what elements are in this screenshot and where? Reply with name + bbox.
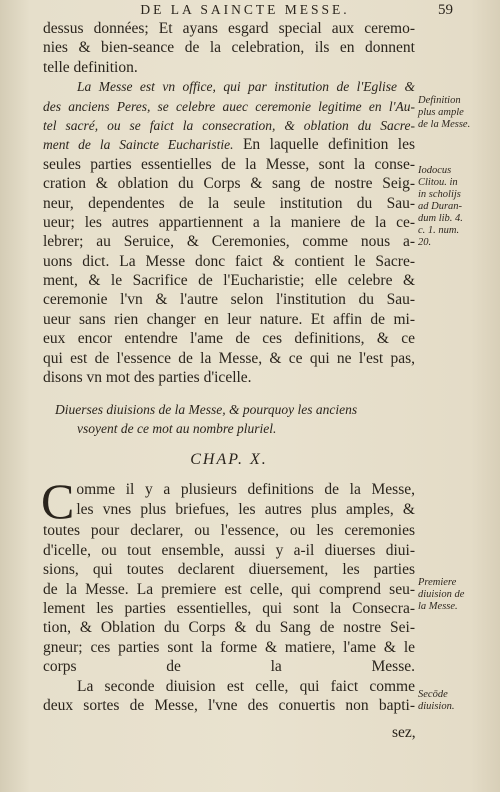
paragraph-seconde [43,677,415,716]
text-line: d'icelle, ou tout ensemble, aussi y a-il diuerses diui- [43,541,415,559]
text-line: ceremonie l'vn & l'autre selon l'institution du Sau- [43,291,415,309]
margin-note-line: Clitou. in [418,177,458,188]
text-line: lement les parties essentielles, qui sont la Consecra- [43,599,415,617]
text-line: tion, & Oblation du Corps & du Sang de nostre Sei- [43,619,415,637]
paragraph-chapter [41,473,415,676]
spacer [43,387,415,400]
text-line: des anciens Peres, se celebre auec ceremonie legitime en l'Au- [43,98,415,114]
margin-note-line: Premiere [418,577,457,588]
heading-line: Diuerses diuisions de la Messe, & pourquoy les anciens [55,402,358,418]
text-line: cration & oblation du Corps & sang de nostre Seig- [43,175,415,193]
text-line: dessus données; Et ayans esgard special aux ceremo- [43,20,415,37]
text-line: sions, qui toutes declarent diuersement, les parties [43,561,415,579]
text-line: La Messe est vn office, qui par institution de l'Eglise & [77,79,415,95]
chapter-title: CHAP. X. [190,451,268,469]
page-number: 59 [438,2,453,18]
text-line: les vnes plus briefues, les autres plus amples, & [76,500,415,518]
text-line: corps de la Messe. [43,658,415,676]
text-line: ueur sans rien changer en leur nature. Et affin de mi- [43,310,415,328]
text-line: disons vn mot des parties d'icelle. [43,369,252,387]
text-line: seules parties essentielles de la Messe, sont la conse- [43,155,415,173]
text-line: de la Messe. La premiere est celle, qui comprend seu- [43,580,415,598]
margin-note-line: Definition [418,95,461,106]
text-line: nies & bien-seance de la celebration, ils en donnent [43,39,415,57]
section-heading [43,400,415,438]
text-line: uons dict. La Messe donc faict & contient le Sacre- [43,252,415,270]
text-line: gneur; ces parties sont la forme & matiere, l'ame & le [43,638,415,656]
paragraph-opening [43,19,415,77]
text-line [43,135,415,154]
drop-cap: C [41,473,75,530]
catchword: sez, [392,724,416,741]
text-line: qui est de l'essence de la Messe, & ce qui ne l'est pas, [43,349,415,367]
text-line: omme il y a plusieurs definitions de la Messe, [76,481,415,499]
text-line: toutes pour declarer, ou l'essence, ou les ceremonies [43,522,415,540]
margin-note-seconde [418,689,500,713]
text-line: La seconde diuision est celle, qui faict comme [77,677,415,695]
margin-note-line: de la Messe. [418,119,471,130]
margin-note-line: 20. [418,237,432,248]
margin-note-line: Iodocus [418,165,452,176]
text-line: ueur; les autres appartiennent a la maniere de la ce- [43,213,415,231]
margin-note-iodocus [418,165,500,249]
text-line: eux encor entendre l'ame de ces definitions, & ce [43,330,415,348]
text-line-italic: ment de la Saincte Eucharistie. [43,137,234,153]
heading-line: vsoyent de ce mot au nombre pluriel. [77,421,277,437]
paragraph-definition [43,77,415,387]
margin-note-line: in scholijs [418,189,461,200]
main-text [43,19,415,715]
running-head: DE LA SAINCTE MESSE. [140,2,350,17]
text-line: tel sacré, ou se faict la consecration, & oblation du Sacre- [43,117,415,133]
text-line: deux sortes de Messe, l'vne des conuertis non bapti- [43,696,415,714]
margin-note-line: Secōde [418,689,448,700]
margin-note-line: ad Duran- [418,201,463,212]
text-line: telle definition. [43,58,138,76]
margin-note-line: la Messe. [418,601,458,612]
margin-note-definition [418,95,500,131]
text-line: neur, dependentes de la seule institution du Sau- [43,194,415,212]
margin-note-line: plus ample [418,107,464,118]
margin-note-line: diuision. [418,701,455,712]
text-line: ment, & le Sacrifice de l'Eucharistie; elle celebre & [43,272,415,290]
text-line-roman: En laquelle definition les [233,136,415,154]
text-line: lebrer; au Seruice, & Ceremonies, comme nous a- [43,233,415,251]
margin-note-line: dum lib. 4. [418,213,463,224]
margin-note-line: diuision de [418,589,465,600]
margin-note-premiere [418,577,500,613]
margin-note-line: c. 1. num. [418,225,460,236]
